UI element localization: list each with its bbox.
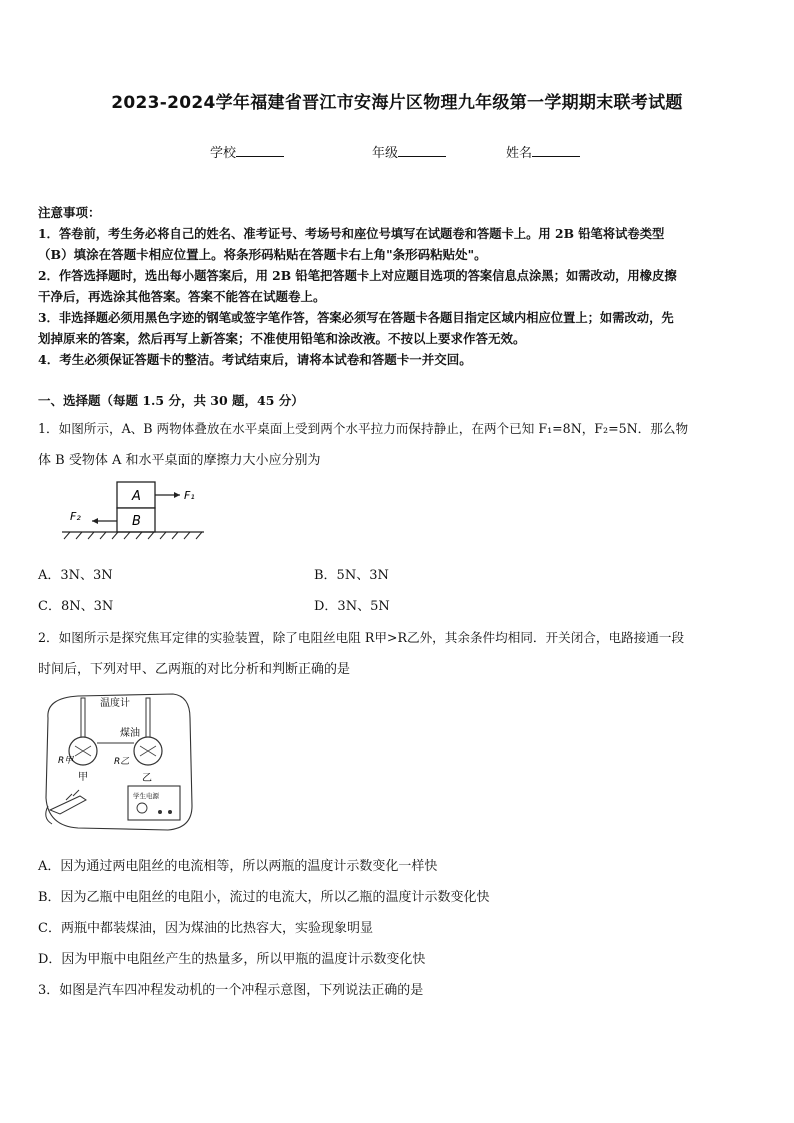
q2-option-c: C．两瓶中都装煤油，因为煤油的比热容大，实验现象明显 — [38, 921, 373, 936]
notice-line: 干净后，再选涂其他答案。答案不能答在试题卷上。 — [38, 289, 326, 304]
notice-line: 3．非选择题必须用黑色字迹的钢笔或签字笔作答，答案必须写在答题卡各题目指定区域内相应位置上；如需改动，先 — [38, 310, 674, 325]
kerosene-label: 煤油 — [120, 728, 140, 739]
q1-option-a: A．3N、3N — [38, 568, 113, 583]
q2-line1: 2．如图所示是探究焦耳定律的实验装置，除了电阻丝电阻 R甲>R乙外，其余条件均相同．开关闭合，电路接通一段 — [38, 630, 685, 645]
grade-blank — [398, 144, 446, 157]
notice-line: （B）填涂在答题卡相应位置上。将条形码粘贴在答题卡右上角"条形码粘贴处"。 — [38, 247, 487, 262]
q3-line1: 3．如图是汽车四冲程发动机的一个冲程示意图，下列说法正确的是 — [38, 983, 424, 998]
q1-option-d: D．3N、5N — [314, 599, 390, 614]
q2-option-b: B．因为乙瓶中电阻丝的电阻小，流过的电流大，所以乙瓶的温度计示数变化快 — [38, 890, 490, 905]
notice-line: 2．作答选择题时，选出每小题答案后，用 2B 铅笔把答题卡上对应题目选项的答案信息点涂黑；如需改动，用橡皮擦 — [38, 268, 677, 283]
section-heading: 一、选择题（每题 1.5 分，共 30 题，45 分） — [38, 393, 304, 408]
r-jia-label: R甲 — [58, 756, 74, 766]
notice-heading: 注意事项： — [38, 205, 101, 220]
q1-option-c: C．8N、3N — [38, 599, 114, 614]
q1-figure — [62, 478, 212, 540]
thermometer-label: 温度计 — [100, 698, 130, 709]
block-a-label: A — [132, 489, 141, 504]
bottle-yi-label: 乙 — [142, 773, 152, 784]
name-label: 姓名 — [506, 146, 533, 161]
name-blank — [532, 144, 580, 157]
school-field — [210, 142, 284, 161]
name-field — [506, 142, 580, 161]
notice-line: 1．答卷前，考生务必将自己的姓名、准考证号、考场号和座位号填写在试题卷和答题卡上。用 2B 铅笔将试卷类型 — [38, 226, 665, 241]
f2-label: F₂ — [70, 510, 81, 523]
grade-field — [372, 142, 446, 161]
bottle-jia-label: 甲 — [78, 772, 88, 783]
q2-line2: 时间后，下列对甲、乙两瓶的对比分析和判断正确的是 — [38, 662, 351, 677]
q1-option-b: B．5N、3N — [314, 568, 389, 583]
page-title: 2023-2024学年福建省晋江市安海片区物理九年级第一学期期末联考试题 — [111, 93, 683, 113]
q1-line2: 体 B 受物体 A 和水平桌面的摩擦力大小应分别为 — [38, 453, 321, 468]
block-b-label: B — [132, 514, 141, 529]
q2-option-d: D．因为甲瓶中电阻丝产生的热量多，所以甲瓶的温度计示数变化快 — [38, 952, 426, 967]
q2-figure — [38, 688, 198, 838]
f1-label: F₁ — [184, 489, 195, 502]
notice-line: 4．考生必须保证答题卡的整洁。考试结束后，请将本试卷和答题卡一并交回。 — [38, 352, 472, 367]
q1-line1: 1．如图所示，A、B 两物体叠放在水平桌面上受到两个水平拉力而保持静止，在两个已知 F₁=8N，F₂=5N．那么物 — [38, 421, 689, 436]
school-blank — [236, 144, 284, 157]
grade-label: 年级 — [372, 146, 399, 161]
school-label: 学校 — [210, 146, 237, 161]
notice-line: 划掉原来的答案，然后再写上新答案；不准使用铅笔和涂改液。不按以上要求作答无效。 — [38, 331, 526, 346]
r-yi-label: R乙 — [114, 757, 130, 767]
q2-option-a: A．因为通过两电阻丝的电流相等，所以两瓶的温度计示数变化一样快 — [38, 859, 438, 874]
power-supply-label: 学生电源 — [133, 792, 159, 800]
